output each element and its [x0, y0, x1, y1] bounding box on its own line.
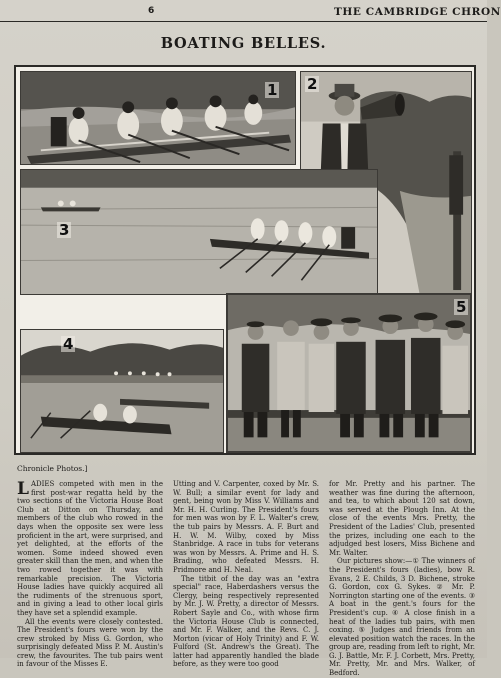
photo-3-number: 3 [59, 221, 70, 239]
photo-1-number: 1 [267, 81, 278, 99]
article-column-3 [329, 480, 475, 678]
page-number: 6 [148, 6, 155, 16]
newspaper-name: THE CAMBRIDGE CHRON [334, 6, 501, 18]
photo-credit: Chronicle Photos.] [17, 464, 88, 473]
article-column-2 [173, 480, 319, 669]
article-body [17, 479, 475, 678]
article-paragraph [17, 480, 163, 618]
photo-4-image [21, 330, 223, 452]
photo-4-tub-pairs [20, 329, 224, 453]
article-headline: BOATING BELLES. [160, 35, 327, 52]
photo-collage [14, 65, 476, 455]
photo-5-number: 5 [456, 298, 467, 316]
article-paragraph: All the events were closely contested. The President's fours were won by the crew stroked by Miss G. Gordon, who surprisingly defeated Miss P. M. Austin's crew, the favourites. The tub pairs went in favour of the Misses E. [17, 617, 163, 669]
article-paragraph: The titbit of the day was an "extra special" race, Haberdashers versus the Clergy, being respectively represented by Mr. J. W. Pretty, a director of Messrs. Robert Sayle and Co., with whose firm the Victoria House Club is connected, and Mr. F. Walker, and the Revs. C. J. Morton (vicar of Holy Trinity) and F. W. Fulford (St. Andrew's the Great). The latter had apparently handled the blade before, as they were too good [173, 574, 319, 669]
photo-5-image [228, 295, 470, 451]
article-paragraph: Our pictures show:—① The winners of the President's fours (ladies), bow R. Evans, 2 E. Childs, 3 D. Bichene, stroke G. Gordon, cox G. Sykes. ② Mr. P. Norrington starting one of the events. ③ A boat in the gent.'s fours for the President's cup. ④ A close finish in a heat of the ladies tub pairs, with men coxing. ⑤ Judges and friends from an elevated position watch the races. In the group are, reading from left to right, Mr. G. J. Battle, Mr. F. J. Corbett, Mrs. Pretty, Mr. Pretty, Mr. and Mrs. Walker, of Bedford. [329, 557, 475, 678]
masthead [0, 4, 501, 22]
photo-1-image [21, 72, 295, 164]
photo-3-image [21, 170, 377, 294]
article-paragraph: for Mr. Pretty and his partner. The weather was fine during the afternoon, and tea, to which about 120 sat down, was served at the Plough Inn. At the close of the events Mrs. Pretty, the President of the Ladies' Club, presented the prizes, including one each to the adjudged best losers, Miss Bichene and Mr. Walter. [329, 480, 475, 557]
photo-1-ladies-crew [20, 71, 296, 165]
drop-cap: L [17, 479, 29, 499]
photo-4-number: 4 [63, 335, 74, 353]
photo-5-judges-group [226, 293, 472, 453]
article-paragraph: Utting and V. Carpenter, coxed by Mr. S. W. Bull; a similar event for lady and gent, being won by Miss V. Williams and Mr. H. H. Curling. The President's fours for men was won by F. L. Walter's crew, the tub pairs by Messrs. A. F. Burt and H. W. M. Wilby, coxed by Miss Stanbridge. A race in tubs for veterans was won by Messrs. A. Prime and H. S. Brading, who defeated Messrs. H. Pridmore and H. Neal. [173, 480, 319, 574]
photo-3-gents-four [20, 169, 378, 295]
article-column-1 [17, 479, 163, 669]
paragraph-text: ADIES competed with men in the first post-war regatta held by the two sections of the Victoria House Boat Club at Ditton on Thursday, and members of the club who rowed in the days when the opposite sex were less proficient in the art, were surprised, and yet delighted, at the efforts of the women. Some indeed showed even greater skill than the men, and when the two rowed together it was with remarkable precision. The Victoria House ladies have quickly acquired all the rudiments of the strenuous sport, and in giving a lead to other local girls they have set a splendid example. [17, 480, 163, 617]
photo-2-number: 2 [307, 75, 318, 93]
